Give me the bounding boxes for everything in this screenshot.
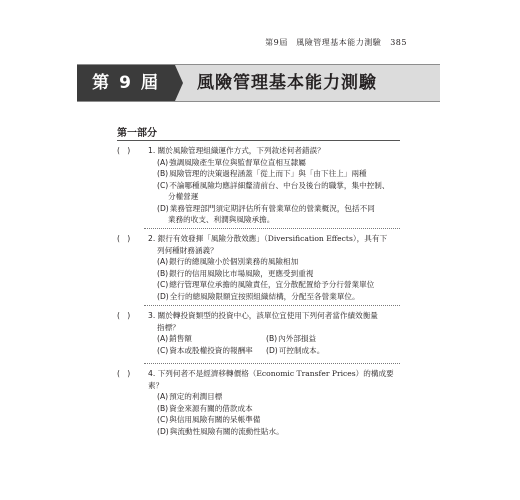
option-text: 銀行的總風險小於個別業務的風險相加 (169, 257, 299, 266)
option-text: 不論哪種風險均應詳細釐清前台、中台及後台的職掌，集中控制、 (169, 180, 390, 190)
stem-line: 關於轉投資類型的投資中心，該單位宜使用下列何者當作績效衡量 (157, 311, 378, 320)
option-label: (B) (266, 334, 278, 343)
options-row (157, 333, 407, 345)
option-label: (A) (157, 257, 169, 266)
option-label: (A) (157, 334, 169, 343)
option-d (157, 426, 407, 438)
option-a (157, 256, 407, 268)
option-label: (C) (157, 180, 169, 190)
question-number: 2. (148, 234, 156, 243)
option-label: (B) (157, 169, 169, 178)
option-text: 總行管理單位承擔的風險責任，宜分散配置給予分行營業單位 (169, 280, 375, 289)
option-label: (D) (157, 203, 169, 213)
chapter-banner (77, 64, 440, 102)
answer-blank: ( ) (117, 234, 131, 243)
option-label: (C) (157, 345, 169, 355)
option-label: (D) (157, 291, 169, 301)
question-2 (117, 233, 407, 302)
option-label: (B) (157, 268, 169, 278)
stem-line: 銀行有效發揮「風險分散效應」（Diversification Effects），具有下 (157, 234, 388, 243)
question-number: 1. (148, 146, 156, 155)
option-label: (B) (157, 403, 169, 413)
option-text: 預定的利潤目標 (169, 392, 223, 401)
option-d (266, 345, 375, 357)
question-number: 3. (148, 311, 156, 320)
stem-line: 下列何者不是經濟移轉價格（Economic Transfer Prices）的構成要素？ (148, 369, 394, 390)
option-text: 資金來源有關的借款成本 (169, 403, 253, 413)
option-c (157, 414, 407, 426)
option-text: 與信用風險有關的呆帳準備 (169, 415, 261, 424)
option-label: (C) (157, 280, 169, 289)
option-label: (A) (157, 392, 169, 401)
option-b (266, 333, 375, 345)
question-divider (144, 363, 400, 364)
section-rule (117, 140, 400, 141)
section-heading: 第一部分 (117, 128, 157, 139)
option-d-continued: 業務的收支、利潤與風險承擔。 (168, 215, 275, 224)
stem-line: 關於風險管理組織運作方式，下列敘述何者錯誤？ (157, 146, 325, 155)
option-a (157, 157, 407, 169)
question-divider (144, 305, 400, 306)
option-text: 資本或股權投資的報酬率 (169, 345, 253, 355)
option-text: 內外部損益 (278, 334, 317, 343)
question-divider (144, 228, 400, 229)
options-row (157, 345, 407, 357)
option-text: 強調風險產生單位與監督單位直相互隸屬 (169, 157, 306, 167)
option-b (157, 168, 407, 180)
running-header-title: 第9屆 風險管理基本能力測驗 (265, 38, 382, 47)
question-number: 4. (148, 369, 156, 378)
option-text: 銷售額 (169, 334, 192, 343)
option-d (157, 203, 407, 215)
answer-blank: ( ) (117, 146, 131, 155)
option-a (157, 333, 266, 345)
question-stem (148, 310, 407, 322)
option-c (157, 180, 407, 192)
option-label: (C) (157, 415, 169, 424)
option-label: (A) (157, 157, 169, 167)
option-text: 與流動性風險有關的流動性貼水。 (169, 426, 284, 436)
question-4 (117, 368, 407, 437)
option-c-continued: 分權營運 (168, 192, 199, 201)
option-a (157, 391, 407, 403)
question-stem (148, 233, 407, 245)
question-1 (117, 145, 407, 226)
banner-round-label: 第 9 屆 (77, 65, 175, 101)
question-stem (148, 368, 407, 391)
option-label: (D) (157, 426, 169, 436)
question-stem (148, 145, 407, 157)
option-c (157, 279, 407, 291)
option-label: (D) (266, 345, 278, 355)
answer-blank: ( ) (117, 311, 131, 320)
page-number: 385 (390, 38, 407, 47)
stem-line-continued: 指標？ (157, 322, 180, 332)
option-d (157, 291, 407, 303)
banner-title: 風險管理基本能力測驗 (197, 73, 377, 93)
answer-blank: ( ) (117, 369, 131, 378)
running-header (265, 37, 407, 48)
option-b (157, 268, 407, 280)
option-b (157, 403, 407, 415)
option-text: 風險管理的決策過程涵蓋「從上而下」與「由下往上」兩種 (169, 169, 367, 178)
option-c (157, 345, 266, 357)
option-text: 全行的總風險限額宜按照組織結構，分配至各營業單位。 (169, 291, 360, 301)
question-3 (117, 310, 407, 356)
stem-line-continued: 列何種財務涵義？ (157, 245, 218, 255)
option-text: 可控制成本。 (278, 345, 325, 355)
option-text: 業務管理部門須定期評估所有營業單位的營業概況，包括不同 (169, 203, 375, 213)
option-text: 銀行的信用風險比市場風險，更應受到重視 (169, 268, 314, 278)
